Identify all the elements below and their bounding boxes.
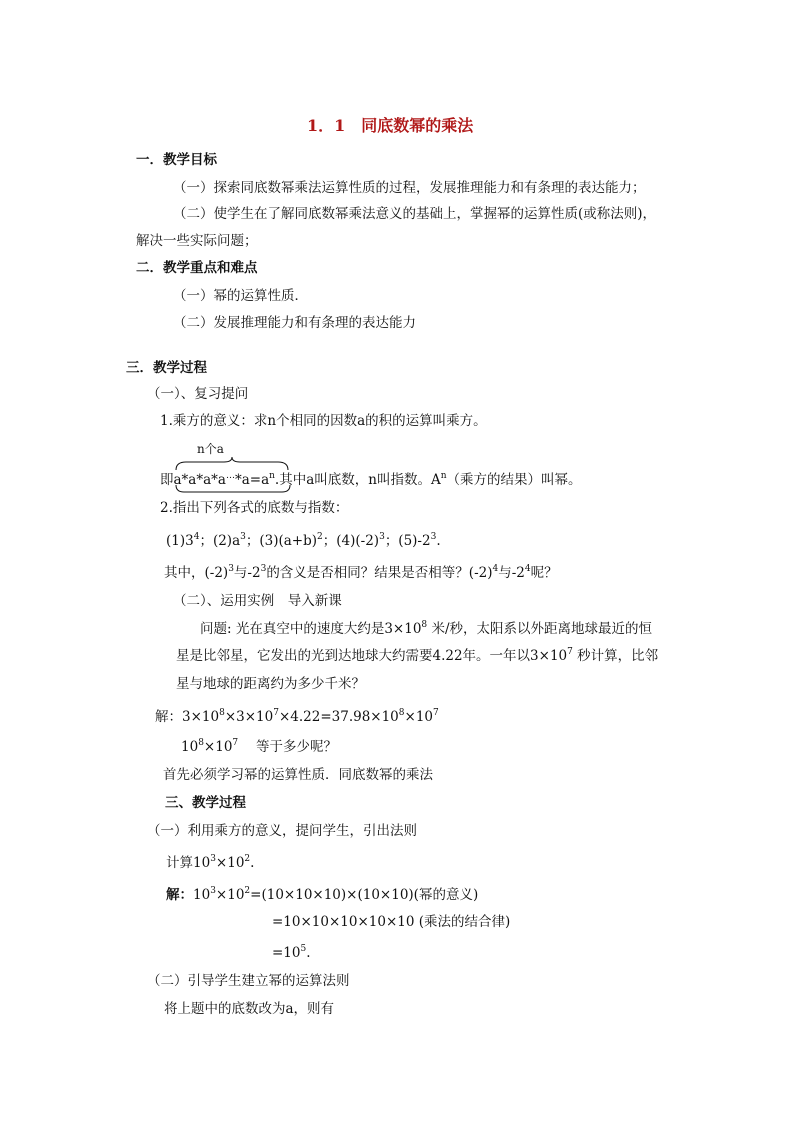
cmp-1-exp: 3 — [228, 564, 234, 574]
overbrace — [174, 456, 290, 472]
calc-a: 计算10 — [166, 855, 211, 871]
problem-line-1 — [200, 621, 652, 637]
q3-c: 等于多少呢？ — [238, 739, 337, 755]
comparison-question — [164, 565, 558, 581]
change-base-line: 将上题中的底数改为a，则有 — [164, 1001, 335, 1017]
expr-5-exp: 3 — [430, 532, 437, 542]
brace-label: n个a — [197, 442, 224, 456]
sol2-exp-1: 3 — [210, 886, 216, 896]
solution-2-line-3 — [272, 945, 311, 961]
focus-point-2: （二）发展推理能力和有条理的表达能力 — [173, 315, 416, 331]
prob-a: 问题: 光在真空中的速度大约是3×10 — [200, 621, 422, 637]
solution-line — [155, 709, 439, 725]
focus-point-1: （一）幂的运算性质． — [173, 288, 308, 304]
question-1: 1.乘方的意义：求n个相同的因数a的积的运算叫乘方。 — [160, 413, 487, 429]
formula-tail: .其中a叫底数，n叫指数。A — [274, 472, 441, 488]
formula-dots: … — [225, 471, 235, 481]
expr-3: ；(3)(a+b) — [245, 533, 318, 549]
review-heading: （一）、复习提问 — [147, 386, 249, 402]
cmp-4: 与-2 — [498, 565, 525, 581]
sol2-b: ×10 — [215, 887, 245, 903]
sol2-c: =(10×10×10)×(10×10)(幂的意义) — [250, 887, 479, 903]
problem-line-2 — [176, 648, 658, 664]
guide-heading: （二）引导学生建立幂的运算法则 — [147, 973, 350, 989]
lead-in: 首先必须学习幂的运算性质．同底数幂的乘法 — [163, 767, 433, 783]
exercise-expressions — [166, 533, 441, 549]
step3-a: =10 — [272, 945, 301, 961]
sol-exp-1: 8 — [219, 708, 225, 718]
objective-2-cont: 解决一些实际问题； — [136, 233, 258, 249]
q3-exp-2: 7 — [232, 738, 239, 748]
problem-line-3: 星与地球的距离约为多少千米？ — [176, 676, 365, 692]
prob-d: 秒计算，比邻 — [572, 648, 659, 664]
expr-5: ；(5)-2 — [384, 533, 431, 549]
question-2: 2.指出下列各式的底数与指数： — [160, 500, 349, 516]
section-heading-focus: 二．教学重点和难点 — [136, 260, 258, 276]
cmp-2-exp: 3 — [260, 564, 267, 574]
expr-1-exp: 4 — [193, 532, 200, 542]
sol-exp-4: 7 — [433, 708, 439, 718]
objective-2: （二）使学生在了解同底数幂乘法意义的基础上，掌握幂的运算性质(或称法则)， — [173, 206, 657, 222]
prob-exp-2: 7 — [567, 647, 573, 657]
sol-b: ×3×10 — [224, 709, 274, 725]
subheading-process: 三、教学过程 — [165, 795, 246, 811]
section-heading-objectives: 一．教学目标 — [136, 152, 217, 168]
q3-exp-1: 8 — [198, 738, 204, 748]
calc-c: . — [250, 855, 255, 871]
apply-heading: （二）、运用实例 导入新课 — [173, 593, 342, 609]
sol2-label: 解： — [166, 887, 193, 903]
solution-2-line-2: =10×10×10×10×10 (乘法的结合律) — [272, 914, 511, 930]
formula-product: a*a*a*a — [173, 472, 226, 488]
sol-d: ×10 — [404, 709, 434, 725]
prob-exp-1: 8 — [421, 620, 428, 630]
calc-exp-2: 2 — [244, 854, 251, 864]
formula-end: *a=a — [234, 472, 270, 488]
calc-exp-1: 3 — [210, 854, 216, 864]
formula-exponent-2: n — [440, 471, 447, 481]
expr-4-exp: 3 — [379, 532, 385, 542]
use-heading: （一）利用乘方的意义，提问学生，引出法则 — [147, 823, 417, 839]
formula-prefix: 即 — [160, 472, 174, 488]
formula-exponent: n — [269, 471, 275, 481]
cmp-3-exp: 4 — [492, 564, 499, 574]
expr-4: ；(4)(-2) — [322, 533, 380, 549]
calc-prompt — [166, 855, 254, 871]
cmp-1: 其中，(-2) — [164, 565, 229, 581]
step3-b: . — [306, 945, 311, 961]
q3-b: ×10 — [203, 739, 233, 755]
sol-a: 解：3×10 — [155, 709, 220, 725]
prob-c: 星是比邻星，它发出的光到达地球大约需要4.22年。一年以3×10 — [176, 648, 568, 664]
expr-1: (1)3 — [166, 533, 194, 549]
cmp-2: 与-2 — [233, 565, 261, 581]
question-3 — [181, 739, 337, 755]
prob-b: 米/秒，太阳系以外距离地球最近的恒 — [427, 621, 652, 637]
page-title: 1．1 同底数幂的乘法 — [307, 116, 474, 135]
formula-tail-2: （乘方的结果）叫幂。 — [446, 472, 582, 488]
expr-2: ；(2)a — [199, 533, 241, 549]
sol2-a: 10 — [193, 887, 211, 903]
section-heading-process: 三．教学过程 — [126, 360, 207, 376]
cmp-3: 的含义是否相同？结果是否相等？(-2) — [266, 565, 493, 581]
expr-3-exp: 2 — [317, 532, 323, 542]
sol2-exp-2: 2 — [244, 886, 251, 896]
sol-exp-3: 8 — [398, 708, 405, 718]
expr-2-exp: 3 — [240, 532, 246, 542]
cmp-4-exp: 4 — [524, 564, 531, 574]
q3-a: 10 — [181, 739, 199, 755]
step3-exp: 5 — [300, 944, 307, 954]
cmp-5: 呢？ — [530, 565, 558, 581]
expr-end: . — [436, 533, 441, 549]
solution-2-line-1 — [166, 887, 478, 903]
sol-exp-2: 7 — [273, 708, 279, 718]
underbrace — [174, 484, 292, 496]
calc-b: ×10 — [215, 855, 245, 871]
objective-1: （一）探索同底数幂乘法运算性质的过程，发展推理能力和有条理的表达能力； — [173, 180, 646, 196]
sol-c: ×4.22=37.98×10 — [278, 709, 399, 725]
